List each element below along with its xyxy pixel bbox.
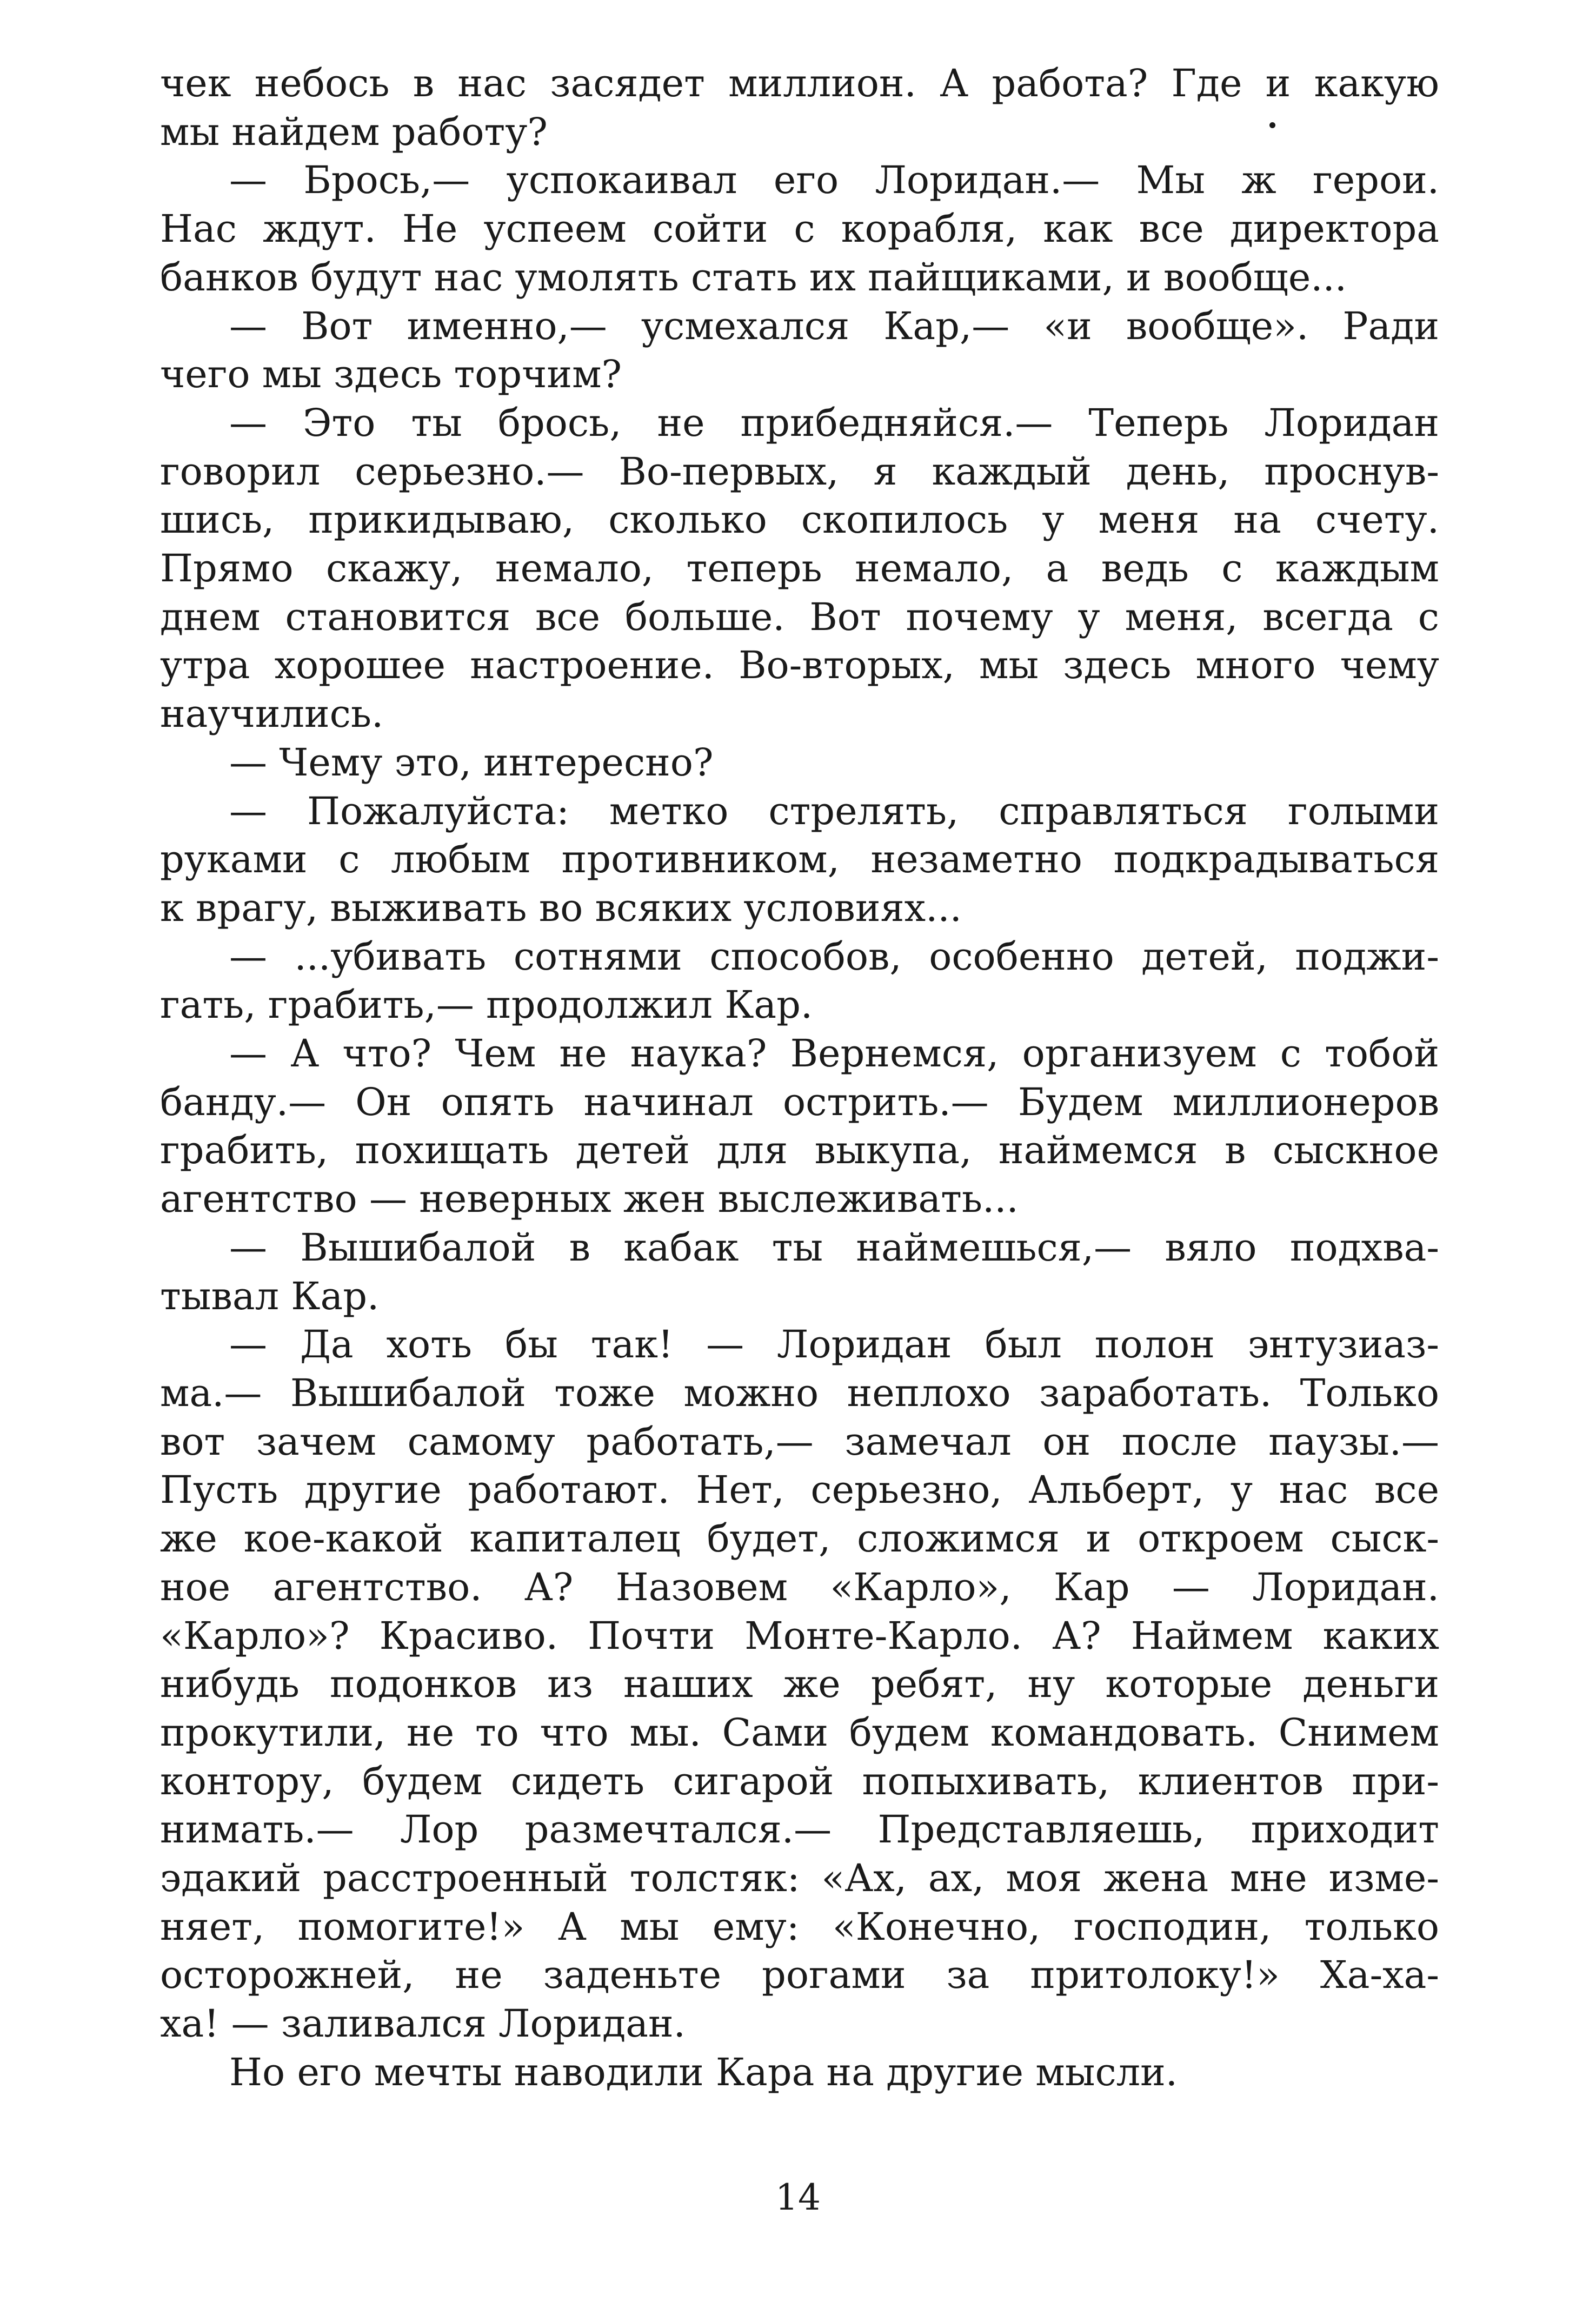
text-line: вот зачем самому работать,— замечал он после паузы.— <box>160 1419 1439 1464</box>
text-line: мы найдем работу? <box>160 109 548 154</box>
paragraph <box>160 933 1439 1030</box>
text-line: — Да хоть бы так! — Лоридан был полон энтузиаз- <box>229 1322 1439 1367</box>
text-line: осторожней, не заденьте рогами за притолоку!» Ха-ха- <box>160 1953 1439 1998</box>
paragraph <box>160 739 1439 787</box>
text-line: контору, будем сидеть сигарой попыхивать, клиентов при- <box>160 1759 1439 1803</box>
text-line: агентство — неверных жен выслеживать... <box>160 1177 1019 1222</box>
text-line: — Вот именно,— усмехался Кар,— «и вообще». Ради <box>229 303 1439 348</box>
paragraph <box>160 399 1439 739</box>
text-line: днем становится все больше. Вот почему у меня, всегда с <box>160 594 1439 639</box>
paragraph <box>160 787 1439 933</box>
text-line: научились. <box>160 692 384 737</box>
text-line: — А что? Чем не наука? Вернемся, организуем с тобой <box>229 1031 1439 1076</box>
paragraph <box>160 156 1439 302</box>
text-line: чек небось в нас засядет миллион. А работа? Где и какую <box>160 61 1439 105</box>
text-line: ное агентство. А? Назовем «Карло», Кар — Лоридан. <box>160 1564 1439 1609</box>
text-line: банков будут нас умолять стать их пайщиками, и вообще... <box>160 255 1347 300</box>
text-line: Нас ждут. Не успеем сойти с корабля, как все директора <box>160 207 1439 251</box>
paragraph <box>160 1224 1439 1321</box>
text-line: ха! — заливался Лоридан. <box>160 2001 686 2046</box>
text-line: — Это ты брось, не прибедняйся.— Теперь Лоридан <box>229 400 1439 445</box>
text-line: шись, прикидываю, сколько скопилось у меня на счету. <box>160 498 1439 542</box>
text-line: говорил серьезно.— Во-первых, я каждый день, проснув- <box>160 449 1439 494</box>
text-line: нимать.— Лор размечтался.— Представляешь, приходит <box>160 1807 1439 1852</box>
text-line: эдакий расстроенный толстяк: «Ах, ах, моя жена мне изме- <box>160 1856 1439 1901</box>
text-line: утра хорошее настроение. Во-вторых, мы здесь много чему <box>160 643 1439 688</box>
text-line: же кое-какой капиталец будет, сложимся и откроем сыск- <box>160 1516 1439 1561</box>
text-line: руками с любым противником, незаметно подкрадываться <box>160 837 1439 882</box>
text-line: банду.— Он опять начинал острить.— Будем миллионеров <box>160 1079 1439 1124</box>
text-line: ма.— Вышибалой тоже можно неплохо заработать. Только <box>160 1370 1439 1415</box>
text-line: Пусть другие работают. Нет, серьезно, Альберт, у нас все <box>160 1468 1439 1513</box>
text-line: няет, помогите!» А мы ему: «Конечно, господин, только <box>160 1904 1439 1949</box>
print-speck <box>1269 122 1275 128</box>
paragraph <box>160 2048 1439 2097</box>
text-line: тывал Кар. <box>160 1274 380 1318</box>
paragraph <box>160 1321 1439 2048</box>
text-line: — Чему это, интересно? <box>229 740 714 785</box>
text-line: к врагу, выживать во всяких условиях... <box>160 885 962 930</box>
text-line: нибудь подонков из наших же ребят, ну которые деньги <box>160 1662 1439 1707</box>
text-line: Но его мечты наводили Кара на другие мысли. <box>229 2050 1178 2094</box>
page-number: 14 <box>775 2177 821 2218</box>
text-line: Прямо скажу, немало, теперь немало, а ведь с каждым <box>160 546 1439 591</box>
text-line: — Пожалуйста: метко стрелять, справляться голыми <box>229 788 1439 833</box>
text-line: грабить, похищать детей для выкупа, наймемся в сыскное <box>160 1128 1439 1173</box>
text-line: — Брось,— успокаивал его Лоридан.— Мы ж герои. <box>229 158 1439 203</box>
paragraph <box>160 59 1439 156</box>
page-body <box>160 59 1439 2097</box>
text-line: — ...убивать сотнями способов, особенно детей, поджи- <box>229 934 1439 979</box>
paragraph <box>160 302 1439 399</box>
text-line: чего мы здесь торчим? <box>160 352 622 397</box>
text-line: — Вышибалой в кабак ты наймешься,— вяло подхва- <box>229 1225 1439 1270</box>
text-line: прокутили, не то что мы. Сами будем командовать. Снимем <box>160 1710 1439 1755</box>
text-line: «Карло»? Красиво. Почти Монте-Карло. А? Наймем каких <box>160 1613 1439 1658</box>
paragraph <box>160 1030 1439 1224</box>
text-line: гать, грабить,— продолжил Кар. <box>160 983 813 1027</box>
